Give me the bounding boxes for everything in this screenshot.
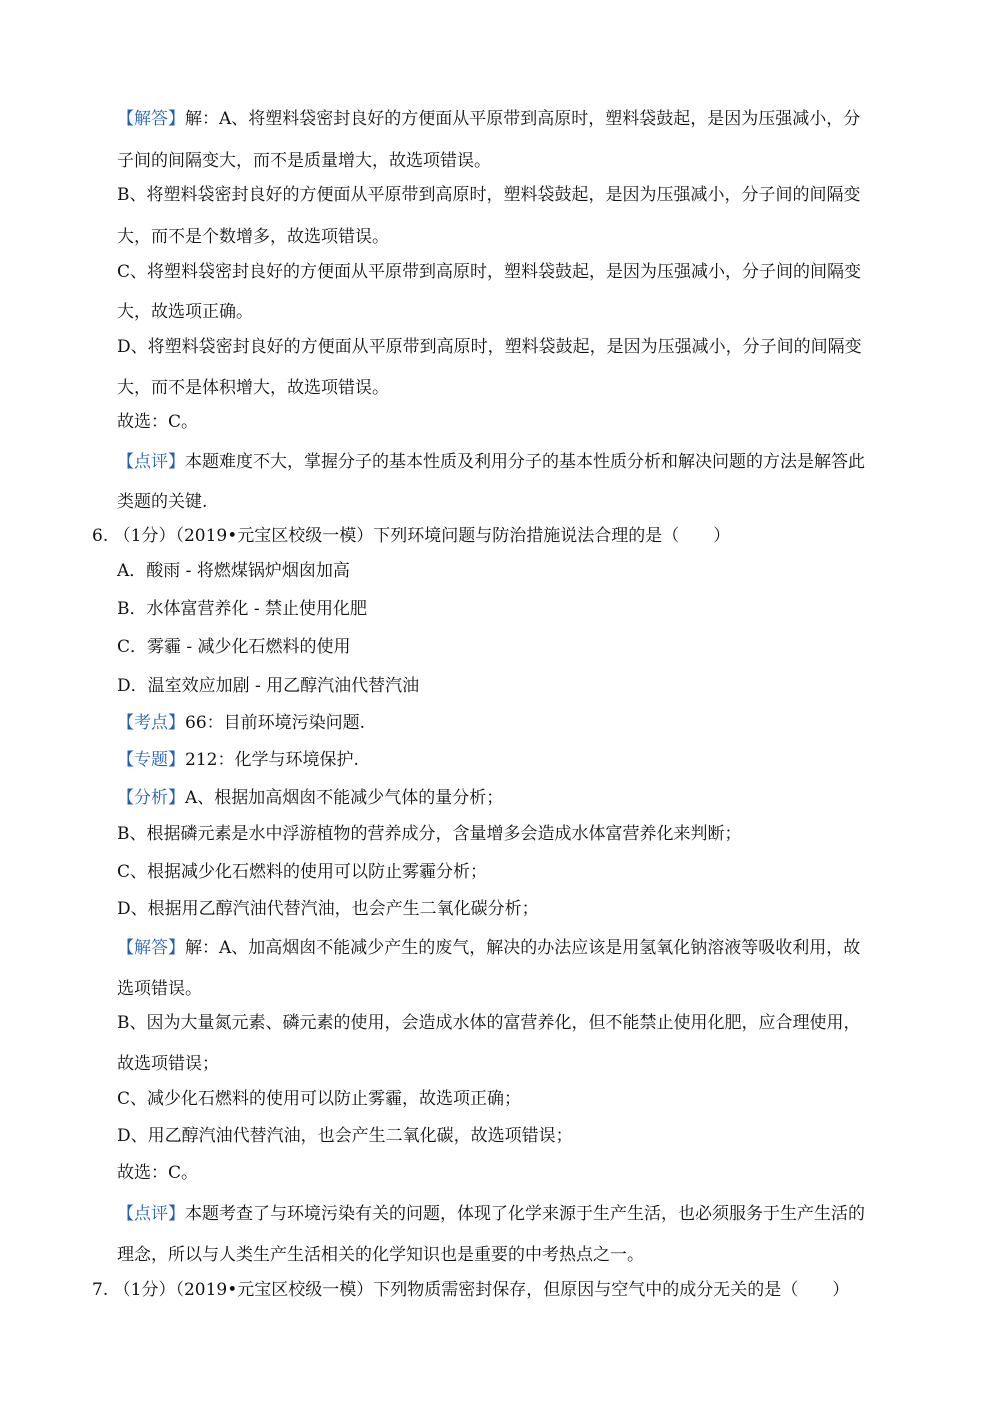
dianping-tag: 【点评】 <box>117 1204 185 1224</box>
q6-choice: 故选：C。 <box>117 1163 199 1183</box>
q5-answer-line-3b: 大，故选项正确。 <box>117 302 253 322</box>
zhuanti-tag: 【专题】 <box>117 750 185 770</box>
q5-choice: 故选：C。 <box>117 412 199 432</box>
jieda-tag: 【解答】 <box>117 938 185 958</box>
q6-option-c: C．雾霾 - 减少化石燃料的使用 <box>117 637 351 657</box>
q6-option-b: B．水体富营养化 - 禁止使用化肥 <box>117 599 368 619</box>
q6-jieda-1b: 选项错误。 <box>117 979 202 999</box>
question-number: 6. <box>92 526 109 546</box>
q6-jieda-1 <box>117 937 860 959</box>
q6-jieda-2b: 故选项错误； <box>117 1054 219 1074</box>
q5-answer-line-2b: 大，而不是个数增多，故选项错误。 <box>117 227 389 247</box>
q6-fenxi-1 <box>117 787 503 809</box>
q6-fenxi-2: B、根据磷元素是水中浮游植物的营养成分，含量增多会造成水体富营养化来判断； <box>117 824 742 844</box>
q6-jieda-3: C、减少化石燃料的使用可以防止雾霾，故选项正确； <box>117 1089 522 1109</box>
q7-stem <box>92 1279 849 1301</box>
q6-jieda-4: D、用乙醇汽油代替汽油，也会产生二氧化碳，故选项错误； <box>117 1126 573 1146</box>
jieda-text: 解：A、加高烟囱不能减少产生的废气，解决的办法应该是用氢氧化钠溶液等吸收利用，故 <box>185 938 861 958</box>
q5-answer-line-4: D、将塑料袋密封良好的方便面从平原带到高原时，塑料袋鼓起，是因为压强减小，分子间的间隔变 <box>117 337 862 357</box>
kaodian-tag: 【考点】 <box>117 713 185 733</box>
fenxi-text: A、根据加高烟囱不能减少气体的量分析； <box>185 788 504 808</box>
comment-tag: 【点评】 <box>117 452 185 472</box>
question-stem: （1分）（2019•元宝区校级一模）下列物质需密封保存，但原因与空气中的成分无关的是（ ） <box>113 1280 850 1300</box>
q5-answer-line-1b: 子间的间隔变大，而不是质量增大，故选项错误。 <box>117 151 491 171</box>
q5-comment-line-1 <box>117 451 865 473</box>
question-number: 7. <box>92 1280 109 1300</box>
dianping-text: 本题考查了与环境污染有关的问题，体现了化学来源于生产生活，也必须服务于生产生活的 <box>185 1204 865 1224</box>
q6-fenxi-4: D、根据用乙醇汽油代替汽油，也会产生二氧化碳分析； <box>117 899 539 919</box>
kaodian-text: 66：目前环境污染问题. <box>185 713 366 733</box>
q6-fenxi-3: C、根据减少化石燃料的使用可以防止雾霾分析； <box>117 862 488 882</box>
q5-answer-line-2: B、将塑料袋密封良好的方便面从平原带到高原时，塑料袋鼓起，是因为压强减小，分子间的间隔变 <box>117 185 861 205</box>
q5-answer-line-1 <box>117 108 860 130</box>
q6-kaodian <box>117 712 365 734</box>
q6-dianping-1 <box>117 1203 865 1225</box>
comment-text: 本题难度不大，掌握分子的基本性质及利用分子的基本性质分析和解决问题的方法是解答此 <box>185 452 865 472</box>
zhuanti-text: 212：化学与环境保护. <box>185 750 359 770</box>
q5-answer-line-4b: 大，而不是体积增大，故选项错误。 <box>117 378 389 398</box>
q6-option-d: D．温室效应加剧 - 用乙醇汽油代替汽油 <box>117 676 420 696</box>
q5-comment-line-1b: 类题的关键. <box>117 492 208 512</box>
answer-text: 解：A、将塑料袋密封良好的方便面从平原带到高原时，塑料袋鼓起，是因为压强减小，分 <box>185 109 861 129</box>
q6-jieda-2: B、因为大量氮元素、磷元素的使用，会造成水体的富营养化，但不能禁止使用化肥，应合理使用， <box>117 1013 861 1033</box>
answer-tag: 【解答】 <box>117 109 185 129</box>
q6-stem <box>92 525 730 547</box>
q6-dianping-1b: 理念，所以与人类生产生活相关的化学知识也是重要的中考热点之一。 <box>117 1245 644 1265</box>
fenxi-tag: 【分析】 <box>117 788 185 808</box>
question-stem: （1分）（2019•元宝区校级一模）下列环境问题与防治措施说法合理的是（ ） <box>113 526 731 546</box>
q5-answer-line-3: C、将塑料袋密封良好的方便面从平原带到高原时，塑料袋鼓起，是因为压强减小，分子间的间隔变 <box>117 262 862 282</box>
q6-zhuanti <box>117 749 359 771</box>
q6-option-a: A．酸雨 - 将燃煤锅炉烟囱加高 <box>117 561 350 581</box>
